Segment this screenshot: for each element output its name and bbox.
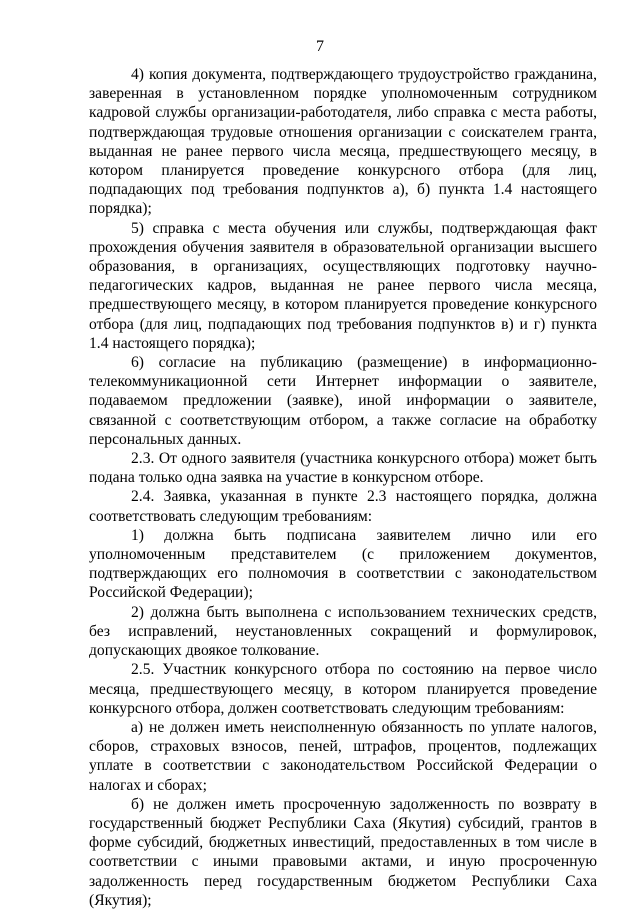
paragraph-item-4: 4) копия документа, подтверждающего трудоустройство гражданина, заверенная в установленном порядке уполномоченным сотрудником кадровой службы организации-работодателя, либо справка с места работы, подтверждающая трудовые отношения организации с соискателем гранта, выданная не ранее первого числа месяца, предшествующего месяцу, в котором планируется проведение конкурсного отбора (для лиц, подпадающих под требования подпунктов а), б) пункта 1.4 настоящего порядка); — [89, 66, 597, 218]
paragraph-requirement-b: б) не должен иметь просроченную задолженность по возврату в государственный бюджет Республики Саха (Якутия) субсидий, грантов в форме субсидий, бюджетных инвестиций, предоставленных в том числе в соответствии с иными правовыми актами, и иную просроченную задолженность перед государственным бюджетом Республики Саха (Якутия); — [89, 795, 597, 909]
paragraph-requirement-2: 2) должна быть выполнена с использованием технических средств, без исправлений, неустановленных сокращений и формулировок, допускающих двоякое толкование. — [89, 603, 597, 660]
paragraph-item-6: 6) согласие на публикацию (размещение) в информационно-телекоммуникационной сети Интернет информации о заявителе, подаваемом предложении (заявке), иной информации о заявителе, связанной с соответствующим отбором, а также согласие на обработку персональных данных. — [89, 354, 597, 448]
paragraph-clause-2-5: 2.5. Участник конкурсного отбора по состоянию на первое число месяца, предшествующего месяцу, в котором планируется проведение конкурсного отбора, должен соответствовать следующим требованиям: — [89, 661, 597, 717]
page-number: 7 — [316, 38, 324, 55]
document-body — [89, 65, 597, 910]
paragraph-clause-2-3: 2.3. От одного заявителя (участника конкурсного отбора) может быть подана только одна заявка на участие в конкурсном отборе. — [89, 450, 597, 487]
paragraph-requirement-1: 1) должна быть подписана заявителем лично или его уполномоченным представителем (с приложением документов, подтверждающих его полномочия в соответствии с законодательством Российской Федерации); — [89, 526, 597, 602]
paragraph-item-5: 5) справка с места обучения или службы, подтверждающая факт прохождения обучения заявителя в образовательной организации высшего образования, в организациях, осуществляющих подготовку научно-педагогических кадров, выданная не ранее первого числа месяца, предшествующего месяцу, в котором планируется проведение конкурсного отбора (для лиц, подпадающих под требования подпунктов в) и г) пункта 1.4 настоящего порядка); — [89, 219, 597, 352]
paragraph-requirement-a: а) не должен иметь неисполненную обязанность по уплате налогов, сборов, страховых взносов, пеней, штрафов, процентов, подлежащих уплате в соответствии с законодательством Российской Федерации о налогах и сборах; — [89, 718, 597, 794]
paragraph-clause-2-4: 2.4. Заявка, указанная в пункте 2.3 настоящего порядка, должна соответствовать следующим требованиям: — [89, 488, 597, 525]
